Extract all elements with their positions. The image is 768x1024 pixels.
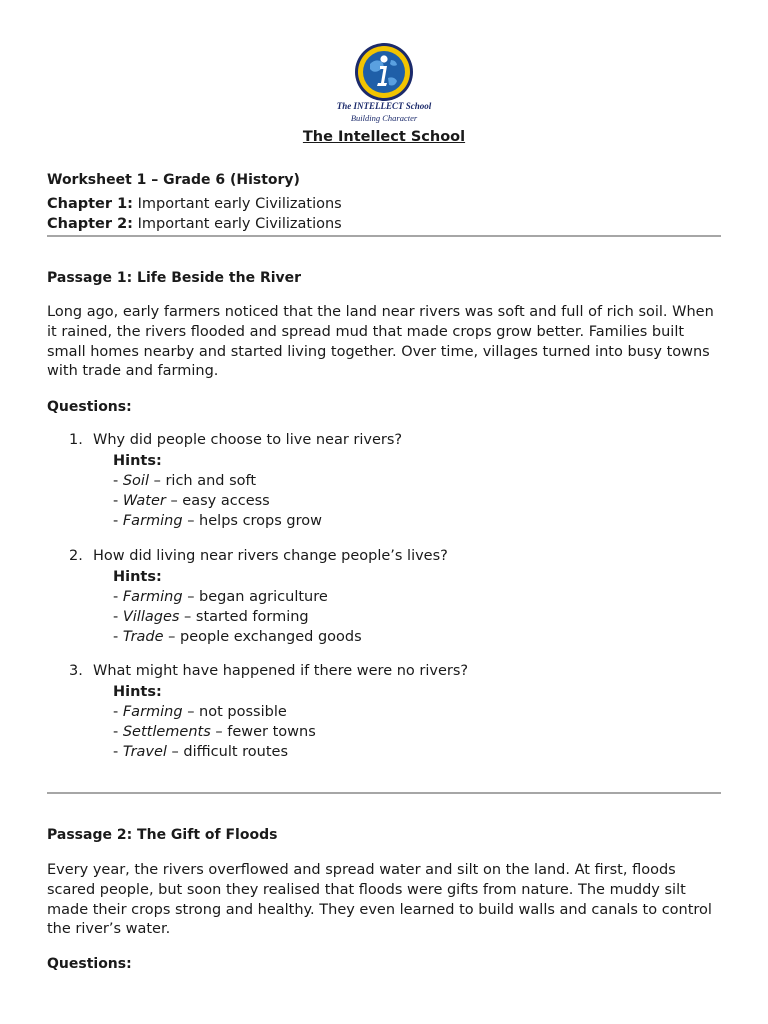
hint-term: Farming — [122, 704, 183, 720]
question-number: 3. — [69, 663, 83, 679]
worksheet-title: Worksheet 1 – Grade 6 (History) — [47, 172, 300, 188]
chapter-2 — [47, 216, 737, 232]
hint-term: Settlements — [122, 724, 211, 740]
question-1-hints — [113, 451, 713, 531]
divider — [47, 235, 721, 237]
question-2 — [69, 548, 729, 564]
school-name: The Intellect School — [302, 129, 466, 145]
chapter-1 — [47, 196, 737, 212]
hint-item: - Farming – began agriculture — [113, 589, 328, 605]
hint-item: - Farming – helps crops grow — [113, 513, 323, 529]
passage-2-text: Every year, the rivers overflowed and spread water and silt on the land. At first, floods scared people, but soon they realised that floods were gifts from nature. The muddy silt made their crops strong and healthy. They even learned to build walls and canals to control the river’s water. — [47, 862, 712, 938]
hint-desc: – people exchanged goods — [163, 629, 362, 645]
logo-wordmark: The INTELLECT School — [336, 101, 432, 111]
question-text: How did living near rivers change people’s lives? — [93, 548, 448, 564]
logo-tagline: Building Character — [350, 113, 418, 123]
hint-desc: – started forming — [179, 609, 309, 625]
question-text: What might have happened if there were no rivers? — [93, 663, 469, 679]
hint-item: - Trade – people exchanged goods — [113, 629, 362, 645]
hint-term: Farming — [122, 589, 183, 605]
hint-item: - Settlements – fewer towns — [113, 724, 316, 740]
question-1 — [69, 432, 729, 448]
hint-desc: – began agriculture — [182, 589, 328, 605]
hint-item: - Villages – started forming — [113, 609, 309, 625]
hint-desc: – not possible — [182, 704, 287, 720]
hint-desc: – fewer towns — [210, 724, 316, 740]
chapter-1-label: Chapter 1: — [47, 196, 133, 212]
hints-label: Hints: — [113, 684, 162, 700]
question-number: 2. — [69, 548, 83, 564]
passage-2-questions-heading: Questions: — [47, 956, 132, 972]
passage-1-text: Long ago, early farmers noticed that the land near rivers was soft and full of rich soil. When it rained, the rivers flooded and spread mud that made crops grow better. Families built small homes nearby and started living together. Over time, villages turned into busy towns with trade and farming. — [47, 304, 714, 380]
hint-term: Water — [122, 493, 166, 509]
chapter-2-text: Important early Civilizations — [132, 216, 342, 232]
hint-term: Farming — [122, 513, 183, 529]
hint-desc: – rich and soft — [148, 473, 257, 489]
hint-term: Soil — [122, 473, 149, 489]
passage-1-questions-heading: Questions: — [47, 399, 132, 415]
hint-item: - Travel – difficult routes — [113, 744, 289, 760]
hint-desc: – difficult routes — [166, 744, 289, 760]
hints-label: Hints: — [113, 569, 162, 585]
hint-desc: – easy access — [165, 493, 270, 509]
hint-item: - Water – easy access — [113, 493, 270, 509]
question-number: 1. — [69, 432, 83, 448]
chapter-1-text: Important early Civilizations — [132, 196, 342, 212]
hint-item: - Soil – rich and soft — [113, 473, 257, 489]
passage-2-title: Passage 2: The Gift of Floods — [47, 827, 278, 843]
school-logo — [334, 42, 434, 126]
question-3 — [69, 663, 729, 679]
hint-item: - Farming – not possible — [113, 704, 287, 720]
question-text: Why did people choose to live near rivers? — [93, 432, 403, 448]
divider — [47, 792, 721, 794]
passage-1-title: Passage 1: Life Beside the River — [47, 270, 302, 286]
question-3-hints — [113, 682, 713, 762]
hint-desc: – helps crops grow — [182, 513, 323, 529]
hint-term: Travel — [122, 744, 167, 760]
hint-term: Trade — [122, 629, 164, 645]
hint-term: Villages — [122, 609, 180, 625]
chapter-2-label: Chapter 2: — [47, 216, 133, 232]
hints-label: Hints: — [113, 453, 162, 469]
question-2-hints — [113, 567, 713, 647]
